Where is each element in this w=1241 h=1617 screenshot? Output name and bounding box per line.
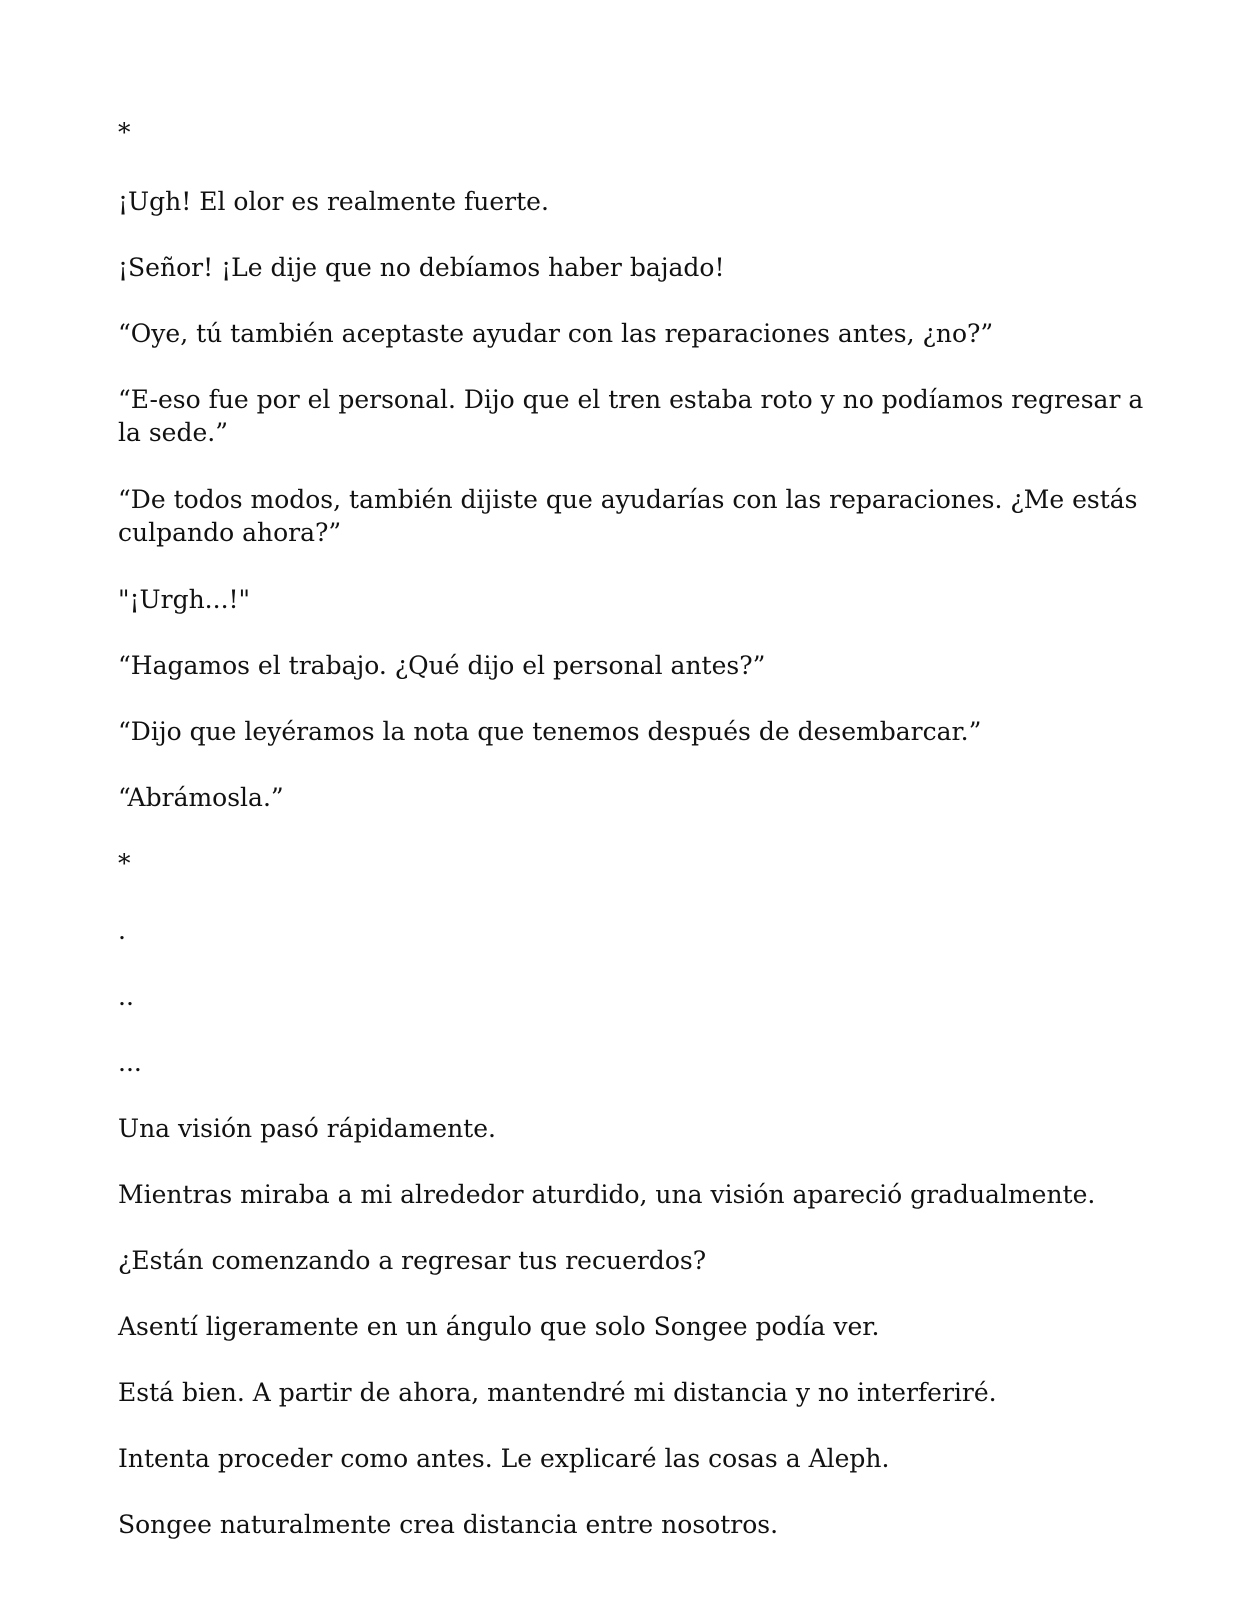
paragraph-line: “Oye, tú también aceptaste ayudar con las reparaciones antes, ¿no?” bbox=[118, 319, 994, 348]
scene-break-asterisk: * bbox=[118, 849, 131, 878]
paragraph-line: “E-eso fue por el personal. Dijo que el tren estaba roto y no podíamos regresar a bbox=[118, 385, 1144, 414]
paragraph-line: Mientras miraba a mi alrededor aturdido, una visión apareció gradualmente. bbox=[118, 1180, 1096, 1209]
paragraph-line: la sede.” bbox=[118, 418, 228, 447]
ellipsis-line: .. bbox=[118, 982, 134, 1011]
paragraph-line: Intenta proceder como antes. Le explicaré las cosas a Aleph. bbox=[118, 1444, 890, 1473]
paragraph-line: “Dijo que leyéramos la nota que tenemos después de desembarcar.” bbox=[118, 717, 982, 746]
paragraph-line: ¡Señor! ¡Le dije que no debíamos haber bajado! bbox=[118, 253, 725, 282]
paragraph-line: ¡Ugh! El olor es realmente fuerte. bbox=[118, 187, 549, 216]
paragraph-line: Está bien. A partir de ahora, mantendré mi distancia y no interferiré. bbox=[118, 1378, 997, 1407]
paragraph-line: Songee naturalmente crea distancia entre nosotros. bbox=[118, 1510, 779, 1539]
paragraph-line: “Hagamos el trabajo. ¿Qué dijo el personal antes?” bbox=[118, 651, 766, 680]
paragraph-line: "¡Urgh...!" bbox=[118, 585, 251, 614]
paragraph-line: “Abrámosla.” bbox=[118, 783, 284, 812]
ellipsis-line: . bbox=[118, 916, 126, 945]
paragraph-line: Una visión pasó rápidamente. bbox=[118, 1114, 496, 1143]
paragraph-line: Asentí ligeramente en un ángulo que solo Songee podía ver. bbox=[118, 1312, 880, 1341]
scene-break-asterisk: * bbox=[118, 118, 131, 147]
paragraph-line: culpando ahora?” bbox=[118, 518, 342, 547]
paragraph-line: ¿Están comenzando a regresar tus recuerdos? bbox=[118, 1246, 707, 1275]
paragraph-line: “De todos modos, también dijiste que ayudarías con las reparaciones. ¿Me estás bbox=[118, 485, 1138, 514]
ellipsis-line: ... bbox=[118, 1048, 142, 1077]
